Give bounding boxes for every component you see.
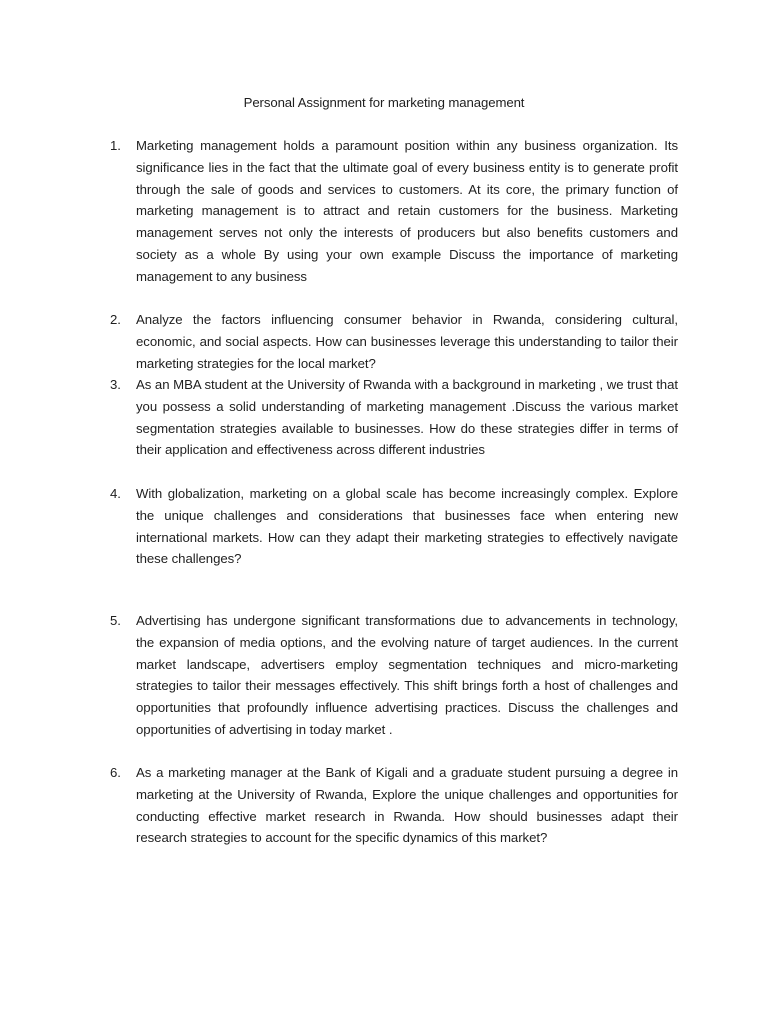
question-number: 6.: [110, 765, 121, 780]
question-number: 1.: [110, 138, 121, 153]
question-text: Analyze the factors influencing consumer behavior in Rwanda, considering cultural, economic, and social aspects. How can businesses leverage this understanding to tailor their marketing strategies for the local market?: [136, 312, 678, 371]
question-text: With globalization, marketing on a global scale has become increasingly complex. Explore the unique challenges and considerations that businesses face when entering new international markets. How can they adapt their marketing strategies to effectively navigate these challenges?: [136, 486, 678, 567]
question-text: As an MBA student at the University of Rwanda with a background in marketing , we trust that you possess a solid understanding of marketing management .Discuss the various market segmentation strategies available to businesses. How do these strategies differ in terms of their application and effectiveness across different industries: [136, 377, 678, 458]
question-text: As a marketing manager at the Bank of Kigali and a graduate student pursuing a degree in marketing at the University of Rwanda, Explore the unique challenges and opportunities for conducting effective market research in Rwanda. How should businesses adapt their research strategies to account for the specific dynamics of this market?: [136, 765, 678, 846]
question-number: 2.: [110, 312, 121, 327]
question-number: 3.: [110, 377, 121, 392]
question-item: [110, 309, 678, 374]
question-item: [110, 135, 678, 288]
question-item: [110, 374, 678, 461]
question-item: [110, 610, 678, 741]
question-text: Advertising has undergone significant transformations due to advancements in technology, the expansion of media options, and the evolving nature of target audiences. In the current market landscape, advertisers employ segmentation techniques and micro-marketing strategies to tailor their messages effectively. This shift brings forth a host of challenges and opportunities that profoundly influence advertising practices. Discuss the challenges and opportunities of advertising in today market .: [136, 613, 678, 737]
question-number: 4.: [110, 486, 121, 501]
question-number: 5.: [110, 613, 121, 628]
document-title: Personal Assignment for marketing management: [243, 95, 525, 110]
question-item: [110, 483, 678, 570]
question-item: [110, 762, 678, 849]
question-text: Marketing management holds a paramount position within any business organization. Its significance lies in the fact that the ultimate goal of every business entity is to generate profit through the sale of goods and services to customers. At its core, the primary function of marketing management is to attract and retain customers for the business. Marketing management serves not only the interests of producers but also benefits customers and society as a whole By using your own example Discuss the importance of marketing management to any business: [136, 138, 678, 284]
